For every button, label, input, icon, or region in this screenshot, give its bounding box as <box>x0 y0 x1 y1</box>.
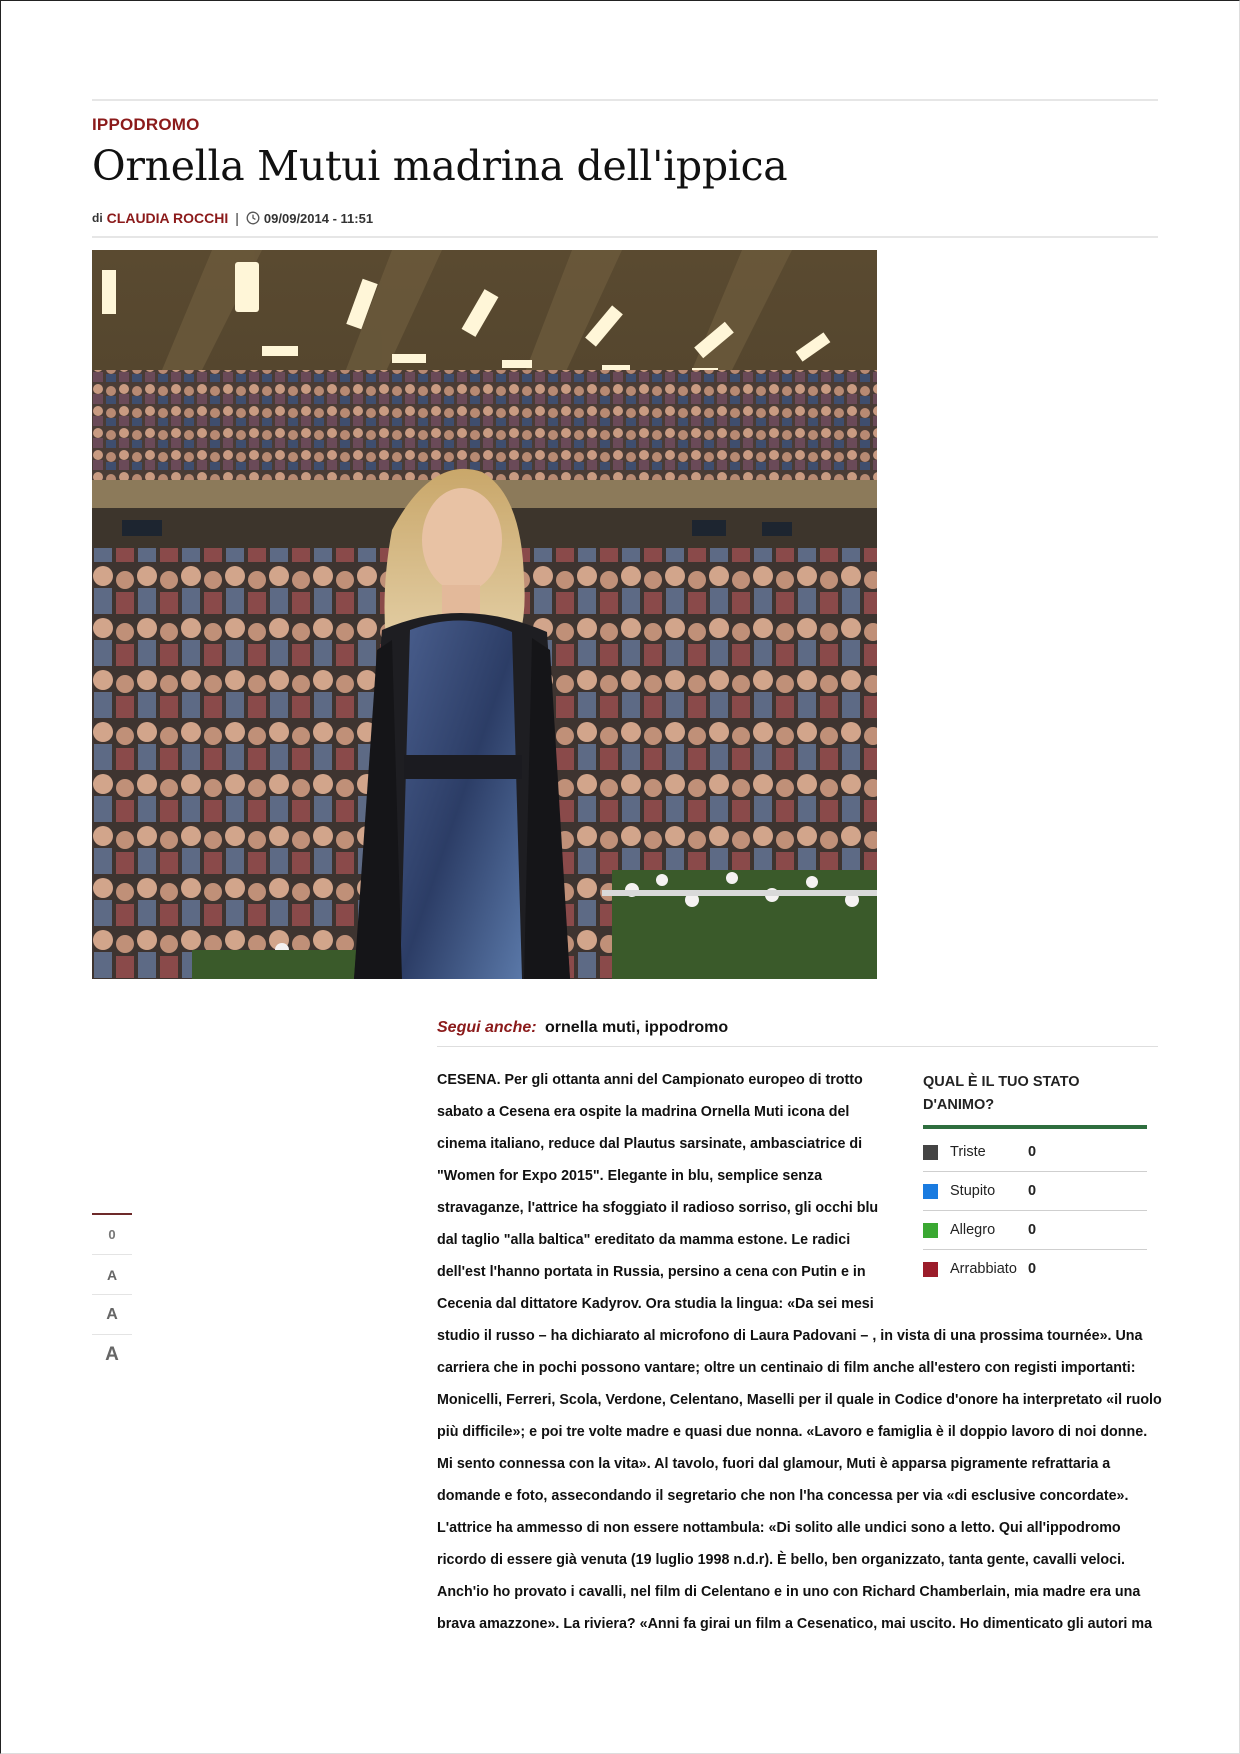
mood-count: 0 <box>1028 1144 1037 1160</box>
tags-label: Segui anche: <box>437 1019 537 1036</box>
related-tags <box>437 1019 728 1037</box>
font-size-medium-button[interactable]: A <box>92 1295 132 1335</box>
byline <box>92 210 373 226</box>
mood-swatch-arrabbiato <box>923 1262 938 1277</box>
mood-option-arrabbiato[interactable] <box>923 1250 1147 1288</box>
mood-label: Triste <box>950 1144 986 1160</box>
article-photo <box>92 250 877 979</box>
mood-label: Stupito <box>950 1183 996 1199</box>
mood-widget <box>923 1071 1147 1288</box>
publish-date: 09/09/2014 - 11:51 <box>263 210 374 226</box>
byline-prefix: di <box>92 211 103 225</box>
author-link[interactable]: CLAUDIA ROCCHI <box>106 210 229 226</box>
comments-count[interactable]: 0 <box>92 1215 132 1255</box>
mood-label: Allegro <box>950 1222 996 1238</box>
byline-divider <box>92 236 1158 238</box>
tags-divider <box>437 1046 1158 1047</box>
mood-swatch-allegro <box>923 1223 938 1238</box>
font-size-large-button[interactable]: A <box>105 1343 119 1365</box>
clock-icon <box>246 211 260 225</box>
photo-illustration <box>92 250 877 979</box>
mood-title: QUAL È IL TUO STATO D'ANIMO? <box>923 1074 1080 1113</box>
section-kicker[interactable]: IPPODROMO <box>92 115 200 134</box>
mood-swatch-triste <box>923 1145 938 1160</box>
mood-count: 0 <box>1028 1183 1037 1199</box>
font-size-small-button[interactable]: A <box>92 1255 132 1295</box>
mood-label: Arrabbiato <box>950 1261 1017 1277</box>
mood-swatch-stupito <box>923 1184 938 1199</box>
mood-option-triste[interactable] <box>923 1133 1147 1172</box>
article-text: CESENA. Per gli ottanta anni del Campionato europeo di trotto sabato a Cesena era ospite la madrina Ornella Muti icona del cinema italiano, reduce dal Plautus sarsinate, ambasciatrice di "Women for Expo 2015". Elegante in blu, semplice senza stravaganze, l'attrice ha sfoggiato il radioso sorriso, gli occhi blu dal taglio "alla baltica" ereditato da mamma estone. Le radici dell'est l'hanno portata in Russia, persino a cena con Putin e in Cecenia dal dittatore Kadyrov. Ora studia la lingua: «Da sei mesi studio il russo – ha dichiarato al microfono di Laura Padovani – , in vista di una prossima tournée». Una carriera che in pochi possono vantare; oltre un centinaio di film anche all'estero con registi importanti: Monicelli, Ferreri, Scola, Verdone, Celentano, Maselli per il quale in Codice d'onore ha interpretato «il ruolo più difficile»; e poi tre volte madre e quasi due nonna. «Lavoro e famiglia è il doppio lavoro di noi donne. Mi sento connessa con la vita». Al tavolo, fuori dal glamour, Muti è apparsa pigramente refrattaria a domande e foto, assecondando il segretario che non l'ha concessa per via «di esclusive concordate». L'attrice ha ammesso di non essere nottambula: «Di solito alle undici sono a letto. Qui all'ippodromo ricordo di essere già venuta (19 luglio 1998 n.d.r). È bello, ben organizzato, tanta gente, cavalli veloci. Anch'io ho provato i cavalli, nel film di Celentano e in uno con Richard Chamberlain, mia madre era una brava amazzone». La riviera? «Anni fa girai un film a Cesenatico, mai uscito. Ho dimenticato gli autori ma <box>437 1072 1162 1632</box>
top-divider <box>92 99 1158 101</box>
mood-option-allegro[interactable] <box>923 1211 1147 1250</box>
byline-separator: | <box>235 210 239 226</box>
mood-title-bar <box>923 1125 1147 1129</box>
mood-count: 0 <box>1028 1222 1037 1238</box>
headline: Ornella Mutui madrina dell'ippica <box>92 142 788 190</box>
tags-values[interactable]: ornella muti, ippodromo <box>545 1019 729 1036</box>
mood-option-stupito[interactable] <box>923 1172 1147 1211</box>
article-tools <box>92 1213 132 1374</box>
mood-count: 0 <box>1028 1261 1037 1277</box>
